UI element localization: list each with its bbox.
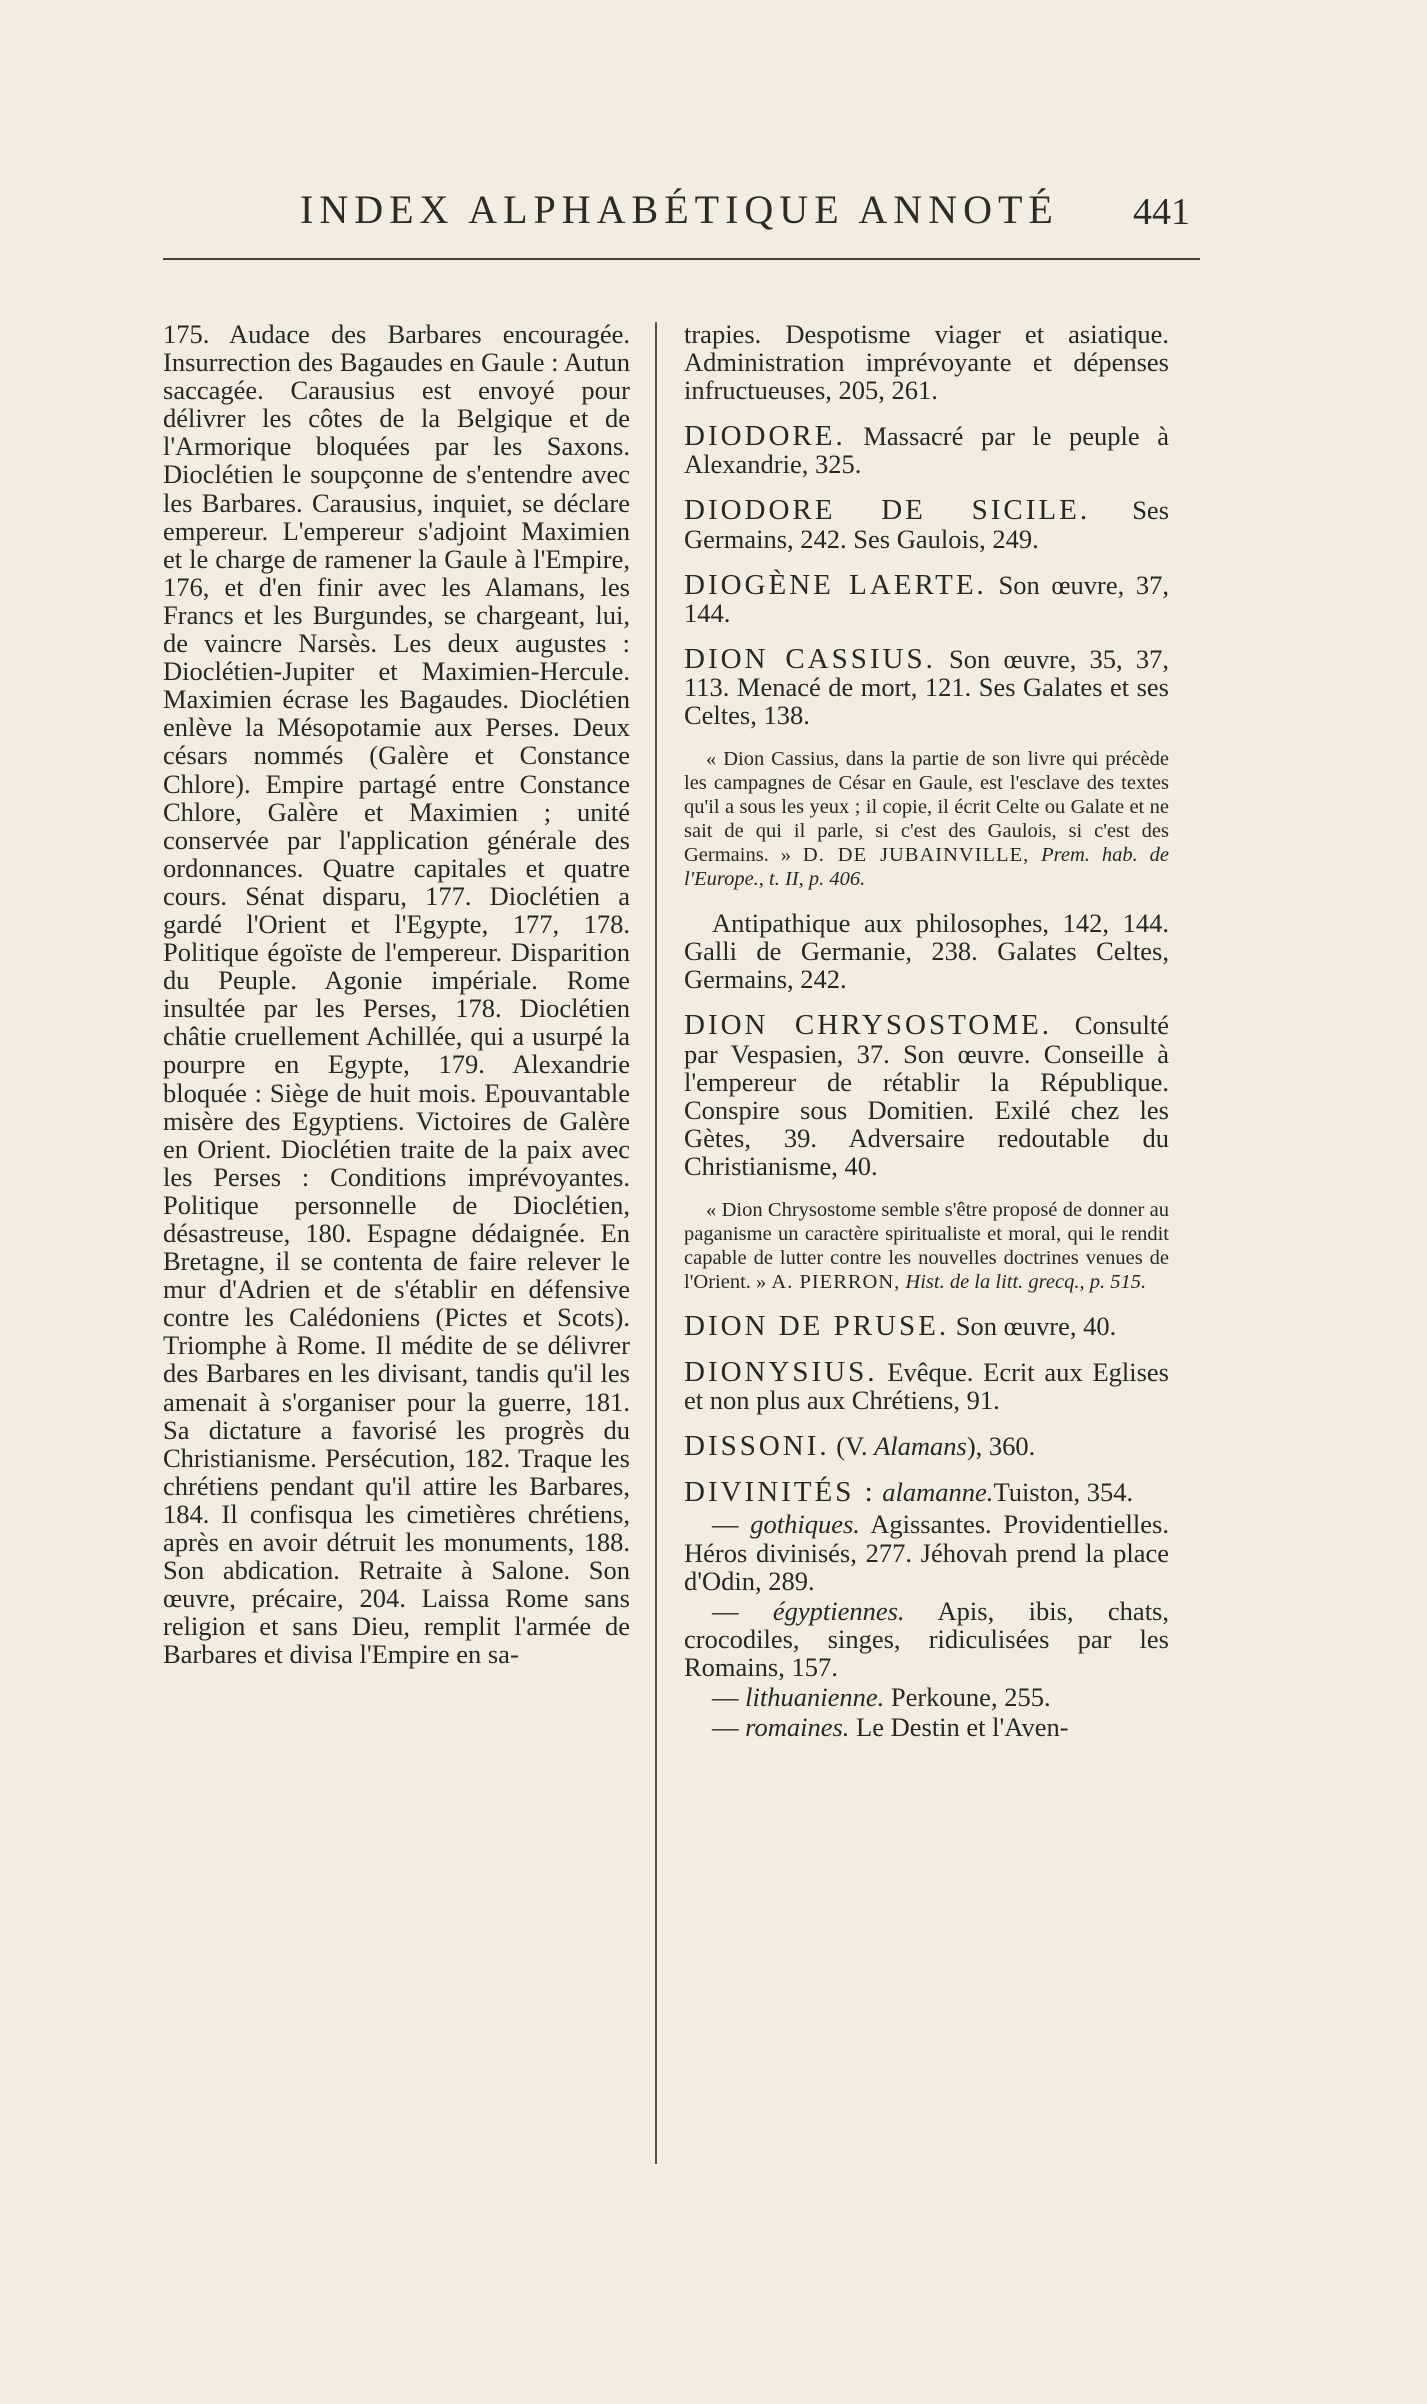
column-divider <box>655 322 657 2164</box>
entry-body: (V. <box>836 1431 868 1462</box>
entry-body-italic: Alamans <box>874 1431 967 1462</box>
sub-entry-egyptiennes <box>684 1597 1169 1681</box>
entry-diodore-de-sicile <box>684 496 1169 552</box>
entry-body: Son œuvre, 40. <box>955 1310 1117 1341</box>
continuation-text: trapies. Despotisme viager et asiatique. Administration imprévoyante et dépenses infructueuses, 205, 261. <box>684 319 1169 406</box>
sub-label: égyptiennes. <box>772 1595 905 1626</box>
sub-label: lithuanienne. <box>745 1682 885 1712</box>
entry-diodore <box>684 422 1169 478</box>
entry-head: DIVINITÉS : <box>684 1476 876 1509</box>
quote-pierron <box>684 1198 1169 1294</box>
entry-body: Evêque. Ecrit aux Eglises et non plus aux Chrétiens, 91. <box>684 1357 1169 1416</box>
entry-head: DIODORE. <box>684 420 846 453</box>
entry-divinites <box>684 1476 1169 1509</box>
quote-text: « Dion Cassius, dans la partie de son livre qui précède les campagnes de César en Gaule, est l'esclave des textes qu'il a sous les yeux ; il copie, il écrit Celte ou Galate et ne sait de qui il parle, si c'est des Gaulois, si c'est des Germains. » <box>684 748 1169 867</box>
quote-author: D. DE JUBAINVILLE, <box>802 844 1030 867</box>
sub-text: Apis, ibis, chats, crocodiles, singes, ridiculisées par les Romains, 157. <box>684 1595 1169 1682</box>
entry-dion-de-pruse <box>684 1309 1169 1342</box>
entry-head: DIODORE DE SICILE. <box>684 494 1091 527</box>
entry-dion-chrysostome <box>684 1011 1169 1180</box>
entry-head: DIONYSIUS. <box>684 1356 878 1389</box>
dion-cassius-continued: Antipathique aux philosophes, 142, 144. Galli de Germanie, 238. Galates Celtes, Germains, 242. <box>684 908 1169 995</box>
entry-dionysius <box>684 1358 1169 1414</box>
sub-dash: — <box>712 1682 739 1712</box>
entry-head: DISSONI. <box>684 1430 830 1463</box>
entry-head-italic: alamanne. <box>882 1477 994 1508</box>
entry-body: Tuiston, 354. <box>993 1477 1134 1508</box>
entry-head: DIOGÈNE LAERTE. <box>684 568 987 601</box>
entry-head: DION CHRYSOSTOME. <box>684 1009 1052 1042</box>
sub-dash: — <box>712 1595 739 1626</box>
sub-label: romaines. <box>745 1712 850 1743</box>
sub-label: gothiques. <box>750 1509 860 1540</box>
entry-body: Son œuvre, 35, 37, 113. Menacé de mort, 121. Ses Galates et ses Celtes, 138. <box>684 643 1169 731</box>
sub-dash: — <box>712 1509 739 1540</box>
sub-text: Agissantes. Providentielles. Héros divinisés, 277. Jéhovah prend la place d'Odin, 289. <box>684 1509 1169 1596</box>
left-column <box>163 320 630 1669</box>
quote-author: A. PIERRON, <box>771 1270 901 1293</box>
right-column <box>684 320 1169 1743</box>
entry-body: Massacré par le peuple à Alexandrie, 325. <box>684 421 1170 480</box>
sub-entry-romaines <box>684 1713 1169 1741</box>
entry-head: DION CASSIUS. <box>684 642 936 675</box>
quote-text: « Dion Chrysostome semble s'être proposé de donner au paganisme un caractère spiritualiste et moral, qui le rendit capable de lutter contre les nouvelles doctrines venues de l'Orient. » <box>684 1198 1169 1293</box>
entry-dion-cassius <box>684 642 1169 731</box>
page-number: 441 <box>1133 191 1190 233</box>
entry-body: Son œuvre, 37, 144. <box>684 569 1170 628</box>
sub-text: Le Destin et l'Aven- <box>856 1712 1069 1743</box>
sub-dash: — <box>712 1712 739 1743</box>
entry-dissoni <box>684 1430 1169 1463</box>
sub-entry-gothiques <box>684 1510 1169 1594</box>
running-header <box>300 186 1190 236</box>
entry-body: Ses Germains, 242. Ses Gaulois, 249. <box>684 495 1170 554</box>
quote-jubainville <box>684 747 1169 891</box>
entry-body: Consulté par Vespasien, 37. Son œuvre. Conseille à l'empereur de rétablir la République. Conspire sous Domitien. Exilé chez les Gètes, 39. Adversaire redoutable du Christianisme, 40. <box>684 1010 1169 1181</box>
entry-head: DION DE PRUSE. <box>684 1309 950 1342</box>
quote-source: Prem. hab. de l'Europe., t. II, p. 406. <box>684 844 1169 891</box>
left-column-text: 175. Audace des Barbares encouragée. Insurrection des Bagaudes en Gaule : Autun saccagée. Carausius est envoyé pour délivrer les côtes de la Belgique et de l'Armorique bloquées par les Saxons. Dioclétien le soupçonne de s'entendre avec les Barbares. Carausius, inquiet, se déclare empereur. L'empereur s'adjoint Maximien et le charge de ramener la Gaule à l'Empire, 176, et d'en finir avec les Alamans, les Francs et les Burgundes, se chargeant, lui, de vaincre Narsès. Les deux augustes : Dioclétien-Jupiter et Maximien-Hercule. Maximien écrase les Bagaudes. Dioclétien enlève la Mésopotamie aux Perses. Deux césars nommés (Galère et Constance Chlore). Empire partagé entre Constance Chlore, Galère et Maximien ; unité conservée par l'application générale des ordonnances. Quatre capitales et quatre cours. Sénat disparu, 177. Dioclétien a gardé l'Orient et l'Egypte, 177, 178. Politique égoïste de l'empereur. Disparition du Peuple. Agonie impériale. Rome insultée par les Perses, 178. Dioclétien châtie cruellement Achillée, qui a usurpé la pourpre en Egypte, 179. Alexandrie bloquée : Siège de huit mois. Epouvantable misère des Egyptiens. Victoires de Galère en Orient. Dioclétien traite de la paix avec les Perses : Conditions imprévoyantes. Politique personnelle de Dioclétien, désastreuse, 180. Espagne dédaignée. En Bretagne, il se contenta de faire relever le mur d'Adrien et de s'établir en défensive contre les Calédoniens (Pictes et Scots). Triomphe à Rome. Il médite de se délivrer des Barbares en les divisant, tandis qu'il les amenait à s'organiser pour la guerre, 181. Sa dictature a favorisé les progrès du Christianisme. Persécution, 182. Traque les chrétiens pendant qu'il attire les Barbares, 184. Il confisqua les cimetières chrétiens, après en avoir détruit les monuments, 188. Son abdication. Retraite à Salone. Son œuvre, précaire, 204. Laissa Rome sans religion et sans Dieu, remplit l'armée de Barbares et divisa l'Empire en sa- <box>163 319 630 1670</box>
entry-body-suffix: ), 360. <box>966 1431 1036 1462</box>
header-title: INDEX ALPHABÉTIQUE ANNOTÉ <box>300 187 1059 232</box>
entry-diogene-laerte <box>684 568 1170 628</box>
sub-entry-lithuanienne <box>684 1683 1169 1711</box>
sub-text: Perkoune, 255. <box>890 1682 1051 1712</box>
header-rule <box>163 258 1200 260</box>
quote-source: Hist. de la litt. grecq., p. 515. <box>905 1270 1147 1293</box>
